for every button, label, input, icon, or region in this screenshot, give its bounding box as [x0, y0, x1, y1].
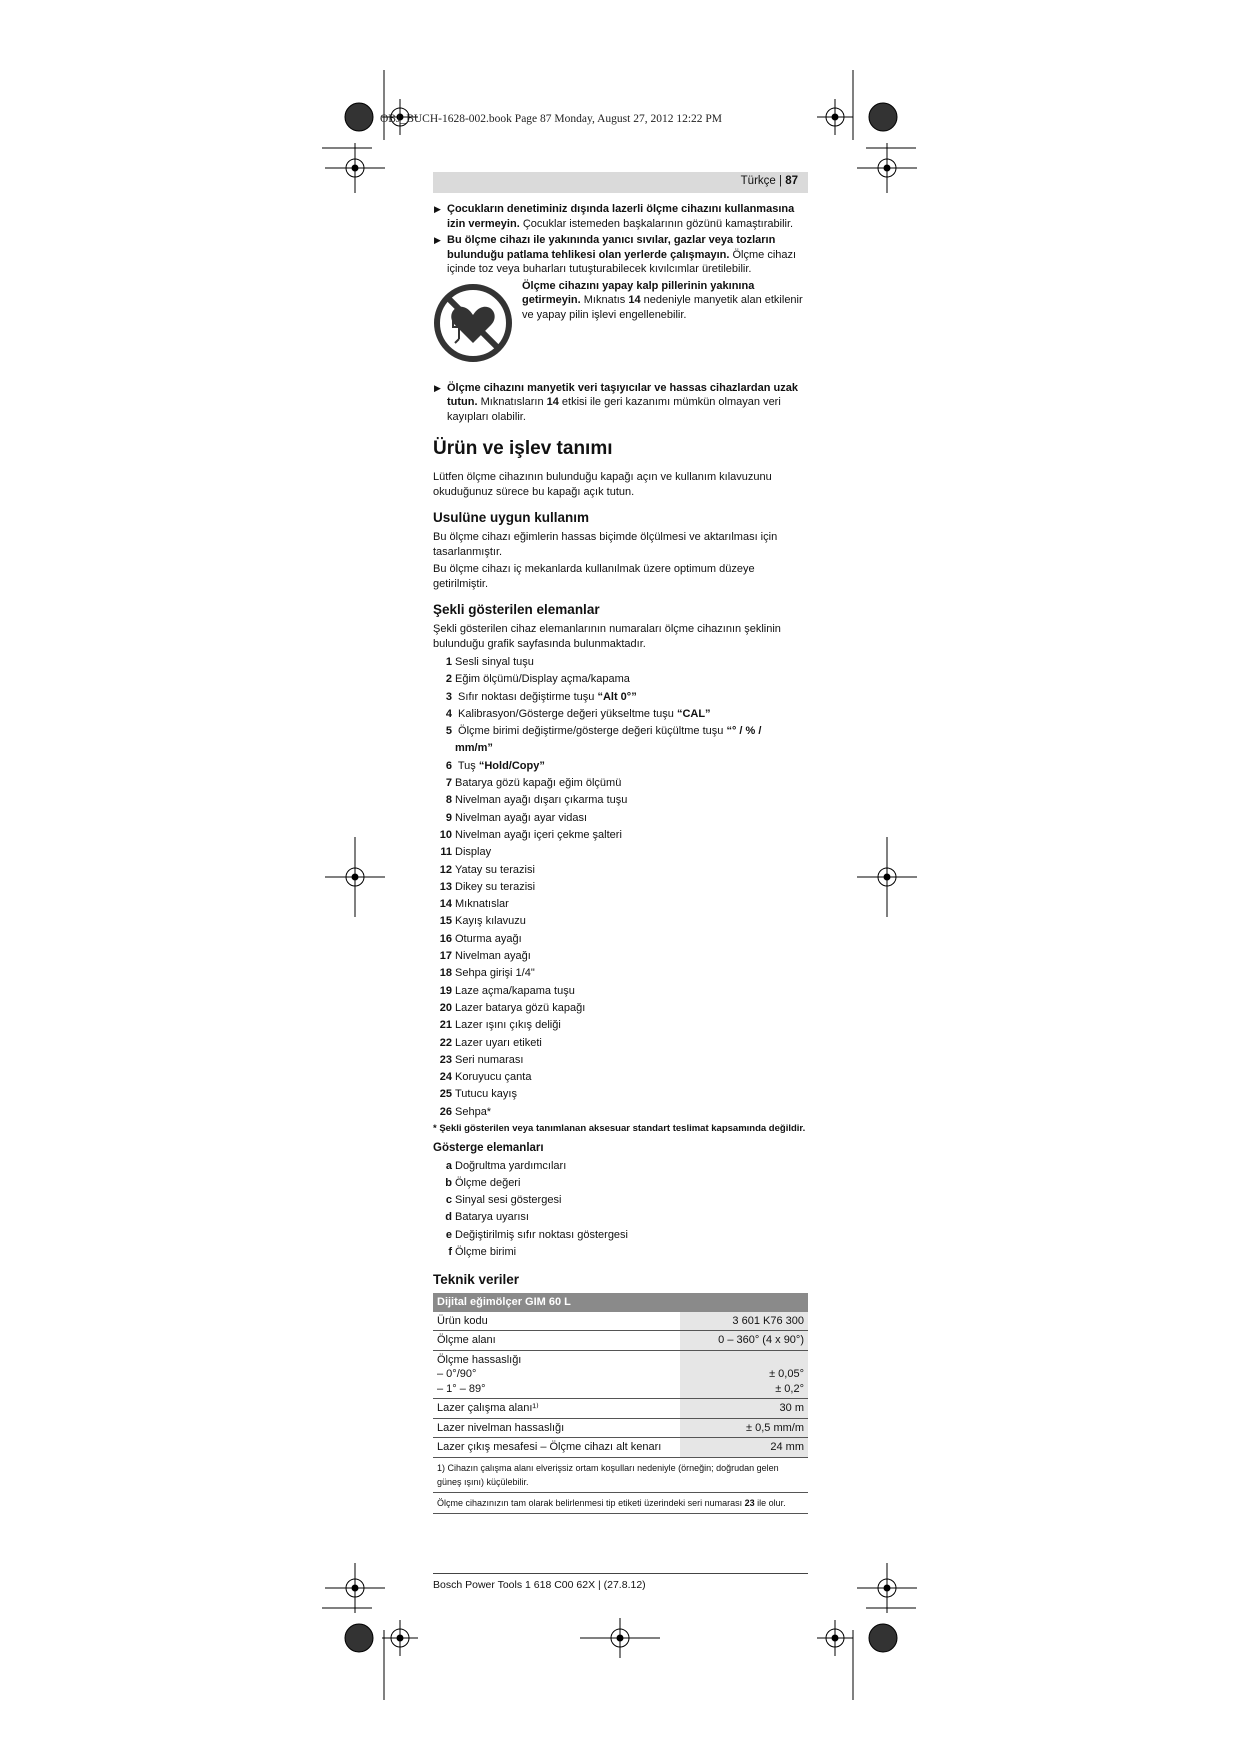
item-key-label: “Alt 0°” [597, 690, 637, 703]
serial-note [433, 1493, 808, 1514]
warning-bold: Ölçme cihazını manyetik veri taşıyıcılar ve hassas cihazlardan uzak tutun. [447, 381, 798, 408]
item-number: 18 [439, 967, 452, 980]
list-item [433, 1035, 808, 1052]
item-label: Tutucu kayış [455, 1088, 517, 1101]
list-item [433, 1244, 808, 1261]
list-item [433, 983, 808, 1000]
bullet-triangle-icon: ▶ [434, 235, 441, 245]
pacemaker-warning [433, 279, 808, 371]
item-label: Sehpa girişi 1/4" [455, 967, 535, 980]
item-letter: b [445, 1176, 452, 1189]
components-list [433, 654, 808, 1121]
item-label: Seri numarası [455, 1053, 524, 1066]
item-number: 7 [445, 777, 452, 790]
item-label: Oturma ayağı [455, 932, 522, 945]
item-letter: e [445, 1228, 452, 1241]
spec-label: Ölçme alanı [433, 1331, 680, 1351]
item-label: Sıfır noktası değiştirme tuşu [455, 690, 598, 703]
list-item [433, 1158, 808, 1175]
list-item [433, 931, 808, 948]
warning-text: Ölçme cihazı içinde toz veya buharları tutuşturabilecek kıvılcımlar üretilebilir. [447, 248, 797, 275]
list-item [433, 913, 808, 930]
spec-value: 30 m [680, 1399, 808, 1419]
spec-value: 24 mm [680, 1438, 808, 1458]
item-label: Koruyucu çanta [455, 1071, 532, 1084]
item-number: 2 [445, 673, 452, 686]
item-key-label: “Hold/Copy” [478, 759, 545, 772]
section-title: Ürün ve işlev tanımı [433, 438, 613, 459]
item-number: 9 [445, 811, 452, 824]
list-item [433, 1017, 808, 1034]
spec-label: Ölçme hassaslığı – 0°/90° – 1° – 89° [433, 1350, 680, 1399]
list-item [433, 1227, 808, 1244]
item-label: Kalibrasyon/Gösterge değeri yükseltme tuşu [455, 707, 677, 720]
list-item [433, 758, 808, 775]
ref-number: 23 [744, 1497, 755, 1508]
list-item [433, 827, 808, 844]
no-pacemaker-icon [433, 283, 513, 363]
warning-text: Mıknatısların [477, 396, 547, 408]
item-key-label: “CAL” [676, 707, 711, 720]
list-item [433, 948, 808, 965]
item-label: Değiştirilmiş sıfır noktası göstergesi [455, 1228, 628, 1241]
table-row [433, 1350, 808, 1399]
list-item [433, 1086, 808, 1103]
usage-heading: Usulüne uygun kullanım [433, 510, 590, 525]
display-elements-list [433, 1158, 808, 1262]
item-label: Batarya uyarısı [455, 1211, 529, 1224]
list-item [433, 671, 808, 688]
item-label: Dikey su terazisi [455, 880, 536, 893]
display-heading: Gösterge elemanları [433, 1142, 544, 1155]
table-row [433, 1331, 808, 1351]
item-number: 5 [445, 725, 452, 738]
item-number: 15 [439, 915, 452, 928]
warning-bold: Bu ölçme cihazı ile yakınında yanıcı sıvılar, gazlar veya tozların bulunduğu patlama tehlikesi olan yerlerde çalışmayın. [447, 234, 776, 261]
item-label: Eğim ölçümü/Display açma/kapama [455, 673, 630, 686]
list-item [433, 654, 808, 671]
serial-note-text: Ölçme cihazınızın tam olarak belirlenmesi tip etiketi üzerindeki seri numarası [437, 1497, 745, 1508]
item-label: Ölçme değeri [455, 1176, 521, 1189]
item-number: 23 [439, 1053, 452, 1066]
item-number: 14 [439, 898, 452, 911]
warning-text-2: etkisi ile geri kazanımı mümkün olmayan veri kayıpları olabilir. [447, 396, 781, 423]
list-item [433, 862, 808, 879]
list-item [433, 706, 808, 723]
item-label: Yatay su terazisi [455, 863, 535, 876]
item-label: Lazer batarya gözü kapağı [455, 1001, 586, 1014]
spec-value: ± 0,05° ± 0,2° [680, 1350, 808, 1399]
list-item [433, 792, 808, 809]
list-item [433, 810, 808, 827]
list-item [433, 1069, 808, 1086]
item-number: 1 [445, 656, 452, 668]
components-intro: Şekli gösterilen cihaz elemanlarının numaraları ölçme cihazının şeklinin bulunduğu grafik sayfasında bulunmaktadır. [433, 623, 781, 650]
item-label: Lazer uyarı etiketi [455, 1036, 542, 1049]
tech-table-header: Dijital eğimölçer GIM 60 L [433, 1293, 808, 1312]
item-number: 12 [439, 863, 452, 876]
item-label: Nivelman ayağı içeri çekme şalteri [455, 828, 622, 841]
list-item [433, 1192, 808, 1209]
tech-table [433, 1293, 808, 1458]
components-heading: Şekli gösterilen elemanlar [433, 602, 600, 617]
page-number: 87 [785, 175, 798, 187]
warning-item [433, 381, 808, 425]
list-item [433, 1052, 808, 1069]
item-label: Kayış kılavuzu [455, 915, 526, 928]
item-number: 8 [445, 794, 452, 807]
pacemaker-text: Mıknatıs [580, 294, 629, 306]
table-row [433, 1312, 808, 1331]
warning-item [433, 233, 808, 277]
item-label: Batarya gözü kapağı eğim ölçümü [455, 777, 622, 790]
usage-paragraph: Bu ölçme cihazı eğimlerin hassas biçimde ölçülmesi ve aktarılması için tasarlanmıştır. [433, 531, 778, 558]
item-label: Nivelman ayağı [455, 950, 531, 963]
item-label: Mıknatıslar [455, 898, 509, 911]
table-row [433, 1399, 808, 1419]
accessory-footnote: * Şekli gösterilen veya tanımlanan aksesuar standart teslimat kapsamında değildir. [433, 1123, 806, 1135]
item-key-label: mm/m” [455, 742, 493, 755]
list-item [433, 689, 808, 706]
pacemaker-bold: Ölçme cihazını yapay kalp pillerinin yakınına getirmeyin. [522, 279, 755, 306]
item-number: 19 [439, 984, 452, 997]
item-label: Doğrultma yardımcıları [455, 1159, 567, 1172]
list-item [433, 740, 808, 757]
item-number: 20 [439, 1001, 452, 1014]
list-item [433, 1000, 808, 1017]
ref-number: 14 [546, 396, 559, 408]
list-item [433, 879, 808, 896]
warning-item [433, 202, 808, 231]
spec-label: Lazer çalışma alanı¹⁾ [433, 1399, 680, 1419]
list-item [433, 1104, 808, 1121]
serial-note-text-2: ile olur. [754, 1497, 786, 1508]
language-page-bar [433, 172, 808, 193]
list-item [433, 896, 808, 913]
item-letter: c [445, 1194, 452, 1207]
item-label: Ölçme birimi [455, 1246, 517, 1258]
spec-value: 0 – 360° (4 x 90°) [680, 1331, 808, 1351]
item-label: Tuş [455, 759, 479, 772]
item-letter: d [445, 1211, 452, 1224]
spec-label: Lazer çıkış mesafesi – Ölçme cihazı alt kenarı [433, 1438, 680, 1458]
item-number: 24 [439, 1071, 452, 1084]
list-item [433, 1175, 808, 1192]
table-row [433, 1418, 808, 1438]
item-number: 6 [445, 759, 452, 772]
ref-number: 14 [628, 294, 641, 306]
bullet-triangle-icon: ▶ [434, 204, 441, 214]
item-letter: f [448, 1246, 452, 1258]
item-label: Laze açma/kapama tuşu [455, 984, 575, 997]
item-label: Lazer ışını çıkış deliği [455, 1019, 561, 1032]
spec-value: ± 0,5 mm/m [680, 1418, 808, 1438]
item-number: 16 [439, 932, 452, 945]
warning-text: Çocuklar istemeden başkalarının gözünü kamaştırabilir. [519, 217, 794, 230]
separator: | [775, 175, 786, 187]
item-label: Sehpa* [455, 1105, 492, 1118]
item-number: 17 [439, 950, 452, 963]
item-number: 25 [439, 1088, 452, 1101]
table-row [433, 1438, 808, 1458]
warning-bold: Çocukların denetiminiz dışında lazerli ölçme cihazını kullanmasına izin vermeyin. [447, 203, 795, 230]
item-number: 26 [439, 1105, 452, 1118]
item-label: Nivelman ayağı ayar vidası [455, 811, 588, 824]
item-number: 10 [439, 828, 452, 841]
list-item [433, 723, 808, 740]
tech-note: 1) Cihazın çalışma alanı elverişsiz ortam koşulları nedeniyle (örneğin; doğrudan gelen güneş ışını) küçülebilir. [433, 1458, 808, 1493]
list-item [433, 1209, 808, 1226]
list-item [433, 844, 808, 861]
item-letter: a [445, 1159, 452, 1172]
item-label: Sesli sinyal tuşu [455, 656, 534, 668]
tech-heading: Teknik veriler [433, 1272, 520, 1288]
item-number: 21 [439, 1019, 452, 1032]
item-number: 11 [440, 846, 452, 859]
item-number: 22 [439, 1036, 452, 1049]
list-item [433, 965, 808, 982]
list-item [433, 775, 808, 792]
pacemaker-text-2: nedeniyle manyetik alan etkilenir ve yapay pilin işlevi engellenebilir. [522, 294, 803, 321]
print-header: OBJ_BUCH-1628-002.book Page 87 Monday, August 27, 2012 12:22 PM [380, 113, 723, 125]
item-label: Display [455, 846, 492, 859]
item-number: 13 [439, 880, 452, 893]
language-label: Türkçe [740, 175, 776, 187]
item-number: 3 [445, 690, 452, 703]
item-label: Sinyal sesi göstergesi [455, 1194, 562, 1207]
section-intro: Lütfen ölçme cihazının bulunduğu kapağı açın ve kullanım kılavuzunu okuduğunuz sürece bu kapağı açık tutun. [433, 471, 772, 498]
item-number: 4 [445, 707, 452, 720]
spec-value: 3 601 K76 300 [680, 1312, 808, 1331]
main-content [433, 202, 808, 1514]
item-label: Ölçme birimi değiştirme/gösterge değeri küçültme tuşu [455, 725, 727, 738]
page-footer: Bosch Power Tools 1 618 C00 62X | (27.8.12) [433, 1573, 808, 1591]
usage-paragraph: Bu ölçme cihazı iç mekanlarda kullanılmak üzere optimum düzeye getirilmiştir. [433, 563, 755, 590]
item-label: Nivelman ayağı dışarı çıkarma tuşu [455, 794, 628, 807]
spec-label: Ürün kodu [433, 1312, 680, 1331]
spec-label: Lazer nivelman hassaslığı [433, 1418, 680, 1438]
bullet-triangle-icon: ▶ [434, 382, 441, 393]
item-key-label: “° / % / [726, 725, 762, 738]
